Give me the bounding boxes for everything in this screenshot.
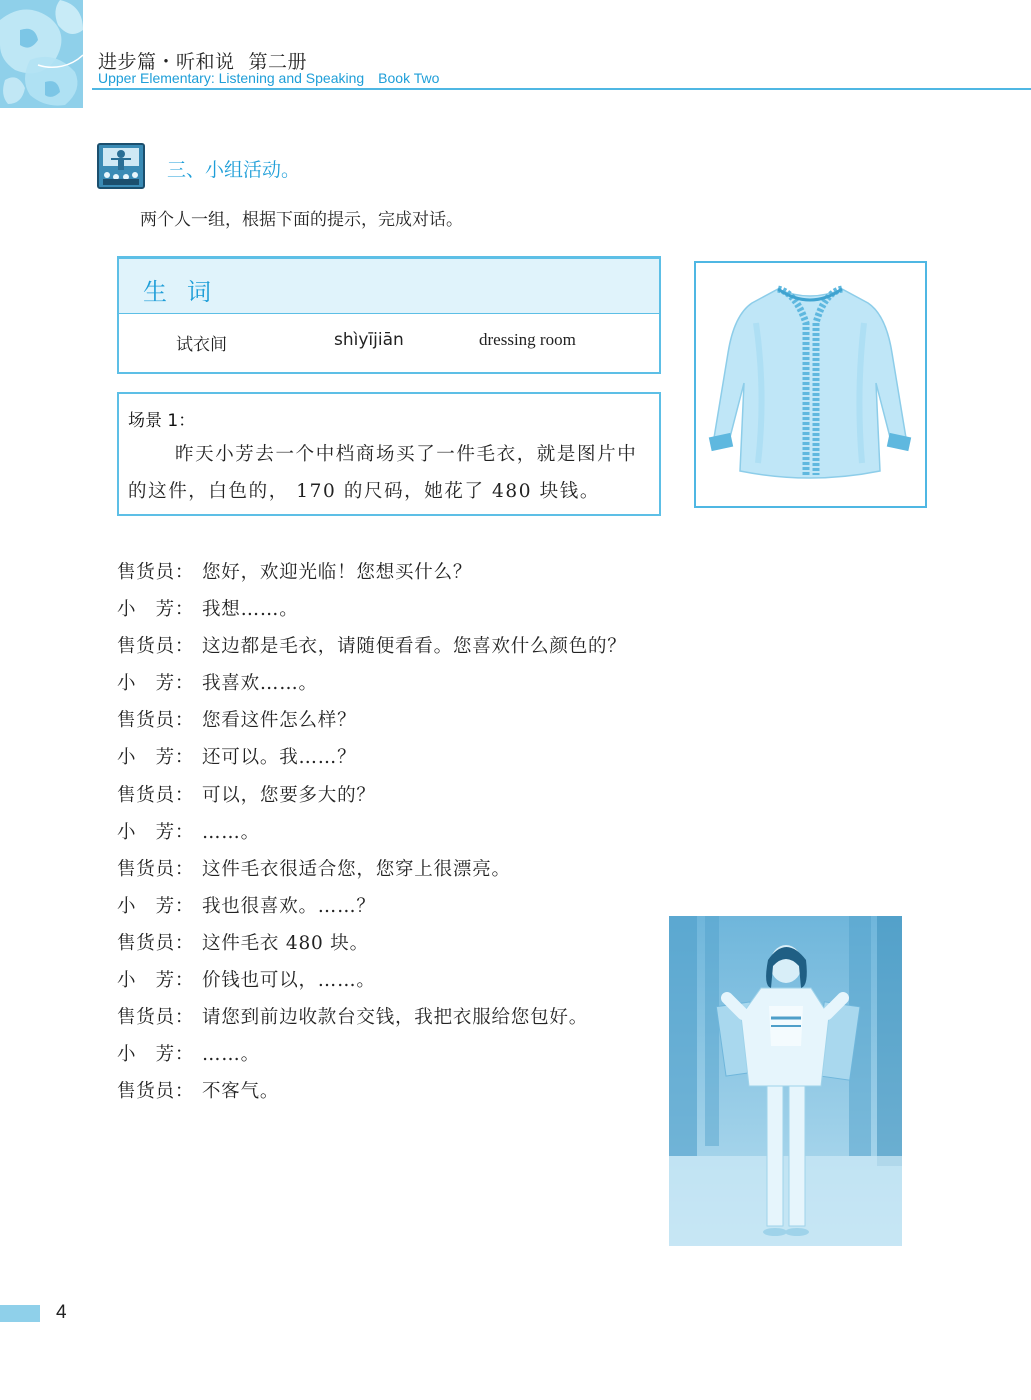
shopper-photo (669, 916, 902, 1246)
dialogue-line (117, 1036, 627, 1073)
vocabulary-heading: 生词 (143, 278, 231, 306)
dialogue-speaker: 售货员： (117, 1007, 195, 1029)
dialogue-text: 我喜欢……。 (202, 673, 318, 695)
dialogue-speaker: 小 芳： (117, 747, 195, 769)
vocab-english: dressing room (479, 330, 576, 349)
dialogue-speaker: 售货员： (117, 1081, 195, 1103)
dialogue-text: 这边都是毛衣，请随便看看。您喜欢什么颜色的？ (202, 636, 627, 658)
sweater-image (694, 261, 927, 508)
dialogue-speaker: 售货员： (117, 636, 195, 658)
series-title-cn: 进步篇・听和说 (98, 51, 235, 73)
vocabulary-box (117, 256, 661, 374)
dialogue-line (117, 702, 627, 739)
dialogue-line (117, 925, 627, 962)
header-title-en (98, 70, 439, 86)
scene-label: 场景 1： (128, 411, 196, 431)
dialogue-speaker: 小 芳： (117, 673, 195, 695)
vocab-pinyin: shìyījiān (334, 330, 404, 350)
group-activity-icon (97, 143, 145, 189)
vocabulary-row (119, 314, 659, 372)
scene-text: 昨天小芳去一个中档商场买了一件毛衣，就是图片中的这件，白色的， 170 的尺码，她花了 480 块钱。 (128, 444, 638, 502)
dialogue-line (117, 739, 627, 776)
header-rule (92, 88, 1031, 90)
dialogue-text: 您好，欢迎光临！您想买什么？ (202, 562, 473, 583)
dialogue-text: 您看这件怎么样？ (202, 710, 357, 732)
dialogue-speaker: 小 芳： (117, 895, 195, 917)
dialogue-line (117, 554, 627, 591)
dialogue-text: 可以，您要多大的？ (202, 784, 376, 806)
book-title-en: Book Two (378, 70, 440, 86)
dialogue-speaker: 小 芳： (117, 599, 195, 621)
dialogue-text: 我也很喜欢。……？ (202, 895, 376, 917)
dialogue-text: 这件毛衣很适合您，您穿上很漂亮。 (202, 858, 511, 880)
dialogue-speaker: 售货员： (117, 858, 195, 880)
dialogue-line (117, 888, 627, 925)
dialogue-text: 还可以。我……？ (202, 747, 357, 769)
dialogue-text: ……。 (202, 1044, 260, 1066)
dialogue-line (117, 777, 627, 814)
dialogue-speaker: 售货员： (117, 710, 195, 732)
footer-bar (0, 1305, 40, 1322)
page-number: 4 (56, 1302, 67, 1323)
section-title: 三、小组活动。 (167, 159, 301, 181)
dialogue-speaker: 小 芳： (117, 821, 195, 843)
dialogue-speaker: 小 芳： (117, 970, 195, 992)
dialogue-line (117, 814, 627, 851)
dialogue-text: ……。 (202, 821, 260, 843)
dialogue-text: 价钱也可以，……。 (202, 970, 376, 992)
dialogue-speaker: 售货员： (117, 932, 195, 954)
dialogue-line (117, 962, 627, 999)
dialogue-line (117, 665, 627, 702)
dialogue (117, 554, 627, 1110)
dialogue-line (117, 999, 627, 1036)
dialogue-text: 不客气。 (202, 1081, 280, 1103)
dialogue-line (117, 628, 627, 665)
dialogue-text: 我想……。 (202, 599, 299, 621)
dialogue-text: 请您到前边收款台交钱，我把衣服给您包好。 (202, 1007, 589, 1029)
corner-decoration (0, 0, 83, 108)
dialogue-speaker: 售货员： (117, 784, 195, 806)
scene-box (117, 392, 661, 516)
series-title-en: Upper Elementary: Listening and Speaking (98, 70, 365, 86)
instruction-text: 两个人一组，根据下面的提示，完成对话。 (140, 210, 463, 230)
dialogue-line (117, 1073, 627, 1110)
dialogue-speaker: 小 芳： (117, 1044, 195, 1066)
book-title-cn: 第二册 (248, 51, 308, 73)
vocab-chinese: 试衣间 (176, 335, 227, 355)
dialogue-speaker: 售货员： (117, 562, 195, 583)
dialogue-line (117, 591, 627, 628)
dialogue-line (117, 851, 627, 888)
vocabulary-header (119, 259, 659, 314)
dialogue-text: 这件毛衣 480 块。 (202, 932, 369, 954)
